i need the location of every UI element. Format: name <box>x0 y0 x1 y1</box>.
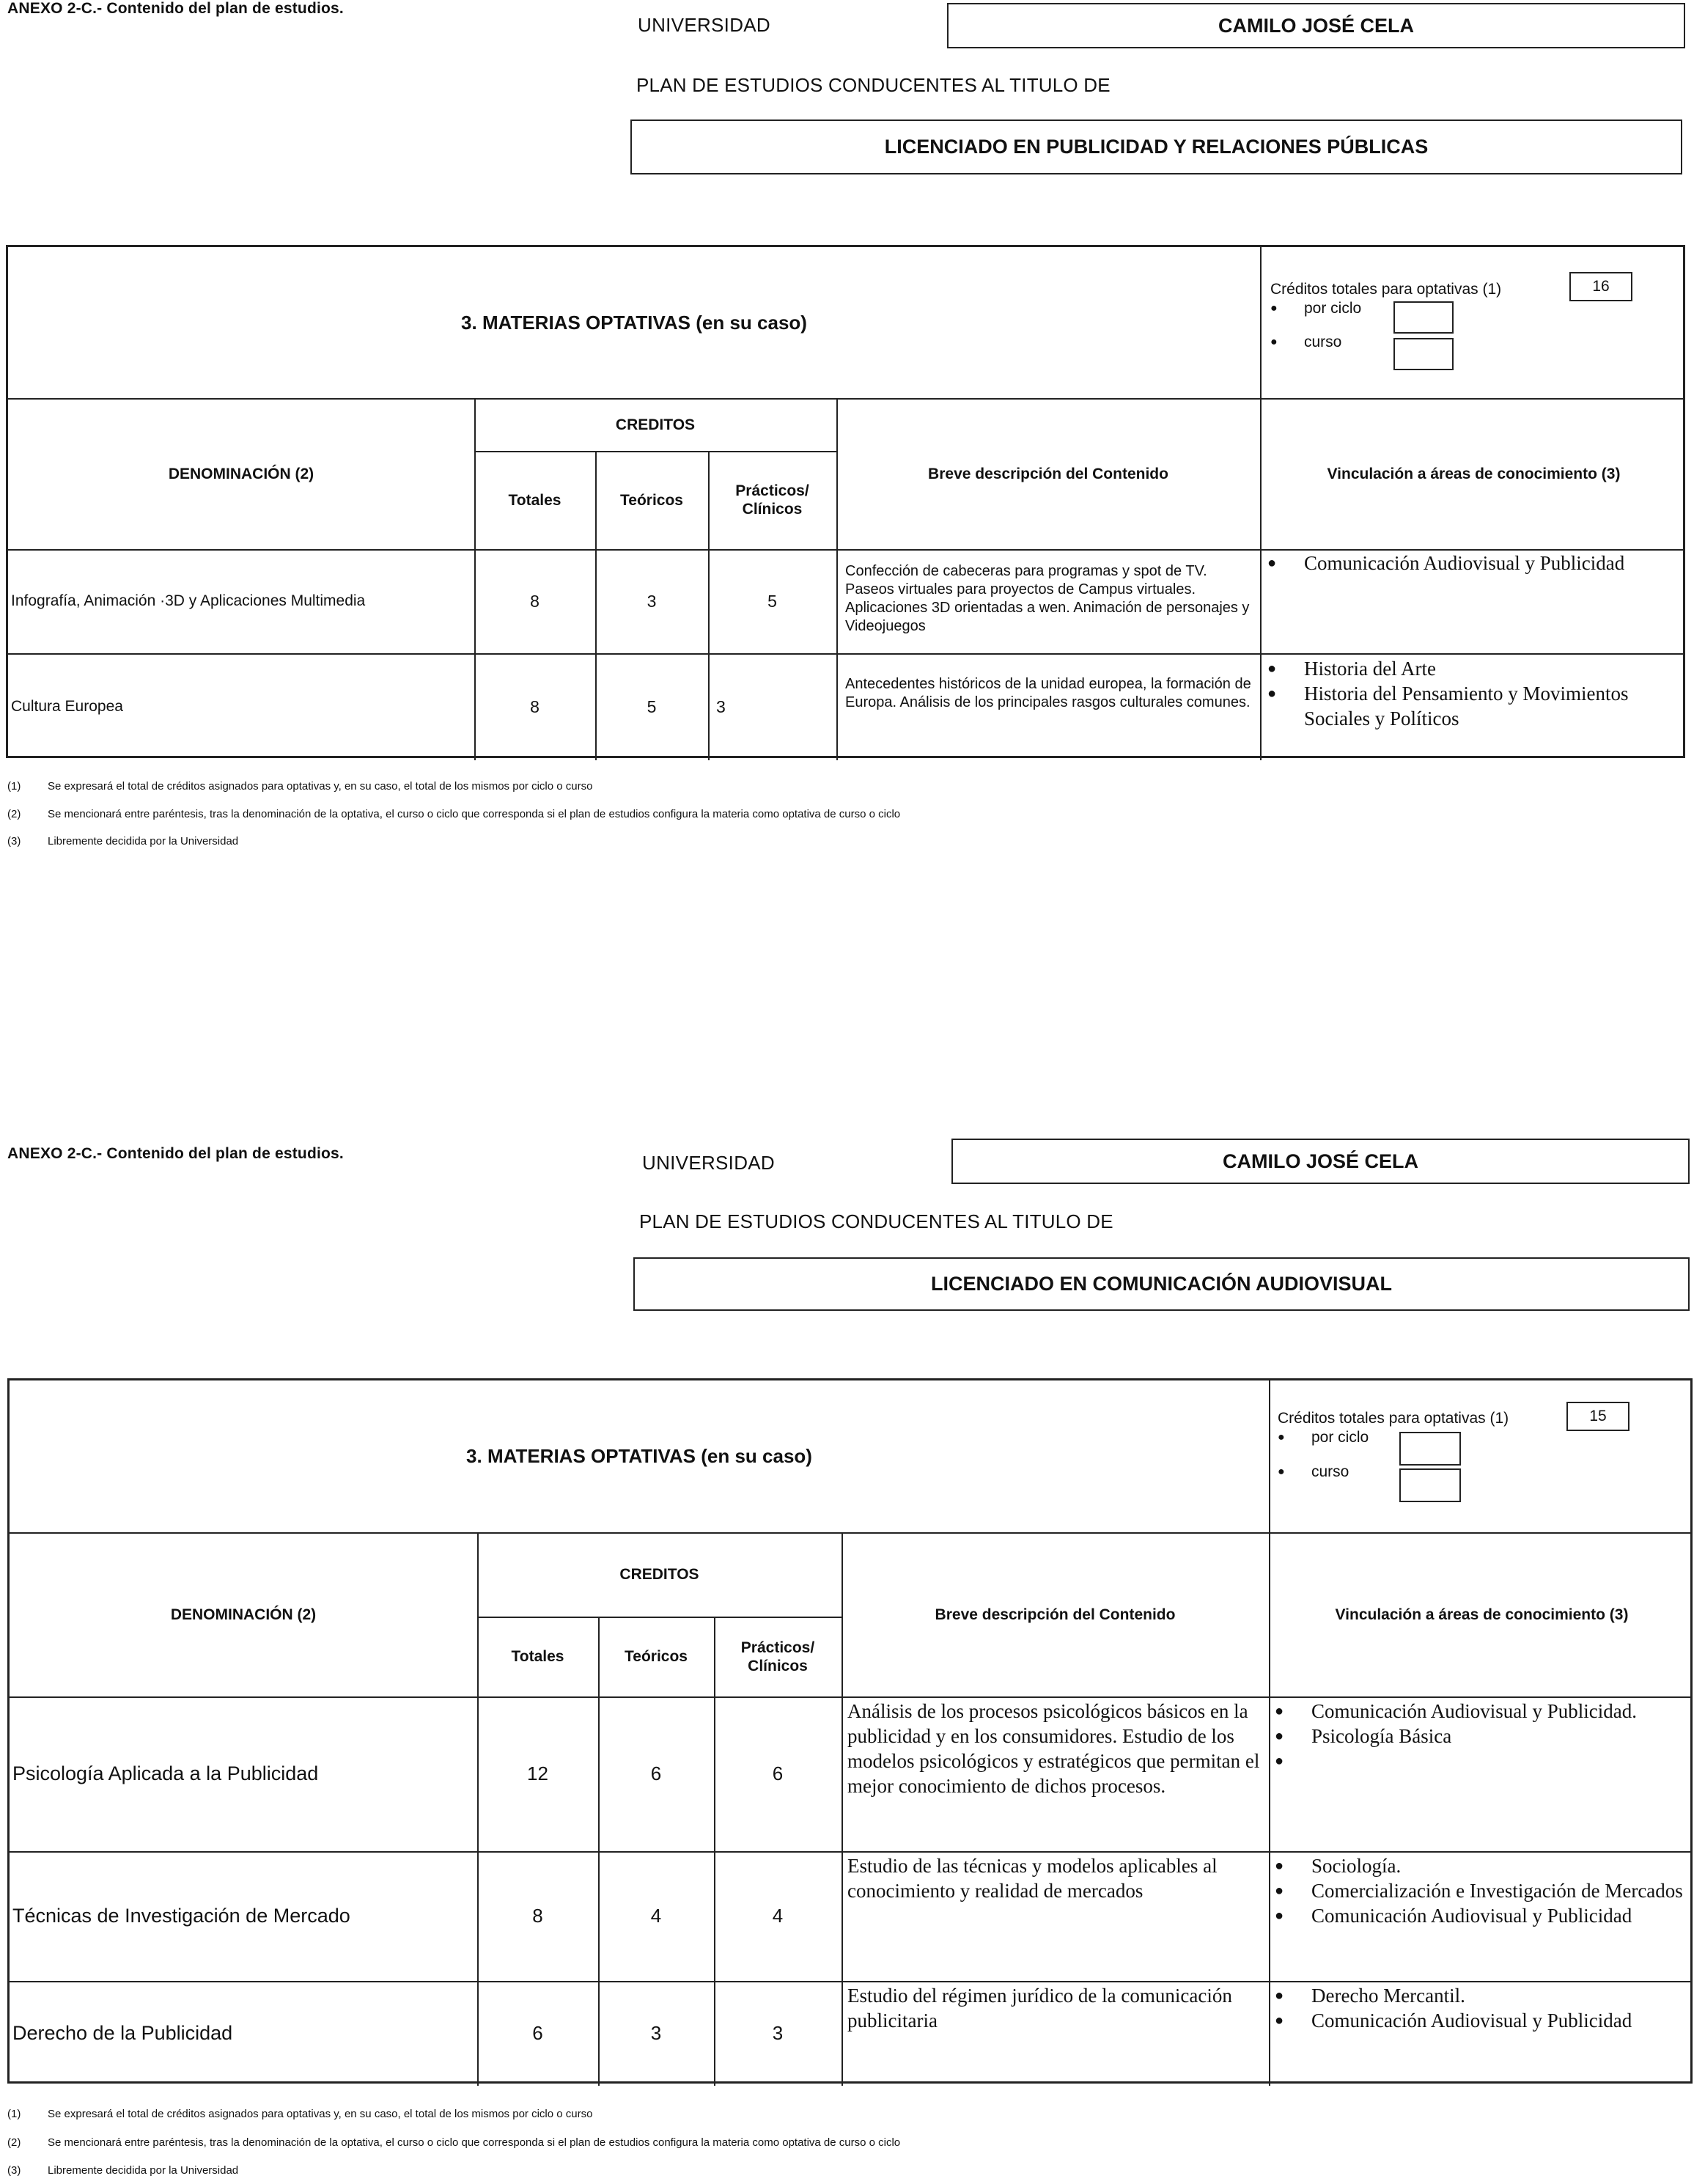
por-ciclo-box <box>1393 301 1454 334</box>
area-item: ● Historia del Pensamiento y Movimientos Sociales y Políticos <box>1267 683 1629 729</box>
footnote: (2) Se mencionará entre paréntesis, tras la denominación de la optativa, el curso o ciclo que corresponda si el plan de estudios configura la materia como optativa de curso o ciclo <box>7 2136 901 2149</box>
por-ciclo-box <box>1399 1432 1461 1466</box>
header-denominacion: DENOMINACIÓN (2) <box>170 1606 317 1623</box>
footnote: (1) Se expresará el total de créditos asignados para optativas y, en su caso, el total de los mismos por ciclo o curso <box>7 780 593 793</box>
row-totales: 8 <box>530 591 539 611</box>
row-teoricos: 5 <box>647 696 657 716</box>
row-areas <box>1275 1983 1694 2033</box>
universidad-name-box <box>951 1139 1690 1184</box>
row-name: Psicología Aplicada a la Publicidad <box>12 1762 319 1784</box>
creditos-totales-value: 15 <box>1589 1408 1607 1424</box>
bullet-icon: ● <box>1267 555 1277 571</box>
bullet-icon: ● <box>1270 336 1278 348</box>
creditos-totales-value: 16 <box>1592 278 1610 295</box>
titulo-box <box>630 120 1682 174</box>
area-item: ● Comunicación Audiovisual y Publicidad <box>1275 2010 1632 2032</box>
row-descripcion: Estudio del régimen jurídico de la comunicación publicitaria <box>847 1985 1232 2032</box>
header-practicos: Prácticos/ Clínicos <box>740 1639 815 1674</box>
row-practicos: 3 <box>716 696 726 716</box>
curso-label: curso <box>1311 1463 1349 1480</box>
bullet-icon: ● <box>1275 1728 1284 1744</box>
por-ciclo-row <box>1278 1429 1369 1446</box>
header-creditos: CREDITOS <box>615 416 696 433</box>
row-teoricos: 6 <box>650 1762 662 1784</box>
bullet-icon: ● <box>1275 1908 1284 1924</box>
bullet-icon: ● <box>1267 661 1277 677</box>
row-name: Infografía, Animación ·3D y Aplicaciones Multimedia <box>11 592 366 609</box>
table-title: 3. MATERIAS OPTATIVAS (en su caso) <box>466 1445 812 1467</box>
bullet-icon: ● <box>1275 1753 1284 1769</box>
header-vinculacion: Vinculación a áreas de conocimiento (3) <box>1335 1606 1629 1623</box>
curso-box <box>1399 1468 1461 1502</box>
bullet-icon: ● <box>1275 1988 1284 2004</box>
titulo: LICENCIADO EN PUBLICIDAD Y RELACIONES PÚBLICAS <box>884 136 1429 158</box>
universidad-name-box <box>947 3 1685 48</box>
row-totales: 12 <box>527 1762 548 1784</box>
header-creditos: CREDITOS <box>619 1566 699 1583</box>
area-item: ● Comunicación Audiovisual y Publicidad. <box>1275 1700 1637 1722</box>
row-practicos: 6 <box>772 1762 784 1784</box>
footnote: (2) Se mencionará entre paréntesis, tras la denominación de la optativa, el curso o ciclo que corresponda si el plan de estudios configura la materia como optativa de curso o ciclo <box>7 808 901 820</box>
universidad-name: CAMILO JOSÉ CELA <box>1218 14 1415 37</box>
area-item: ● Psicología Básica <box>1275 1725 1452 1747</box>
bullet-icon: ● <box>1267 685 1277 702</box>
header-teoricos: Teóricos <box>620 491 683 509</box>
row-name: Derecho de la Publicidad <box>12 2022 233 2044</box>
row-descripcion: Confección de cabeceras para programas y spot de TV. Paseos virtuales para proyectos de Campus virtuales. Aplicaciones 3D orientadas a wen. Animación de personajes y Videojuegos <box>845 563 1250 634</box>
header-totales: Totales <box>511 1648 564 1665</box>
area-item: ● Comunicación Audiovisual y Publicidad <box>1275 1905 1632 1927</box>
plan-label: PLAN DE ESTUDIOS CONDUCENTES AL TITULO DE <box>636 74 1111 96</box>
header-descripcion: Breve descripción del Contenido <box>928 465 1168 482</box>
area-item: ● Historia del Arte <box>1267 658 1436 680</box>
footnote: (1) Se expresará el total de créditos asignados para optativas y, en su caso, el total de los mismos por ciclo o curso <box>7 2108 593 2120</box>
creditos-totales-box <box>1566 1402 1629 1431</box>
row-totales: 8 <box>530 696 539 716</box>
annex-heading: ANEXO 2-C.- Contenido del plan de estudios. <box>7 0 344 17</box>
bullet-icon: ● <box>1275 1883 1284 1899</box>
row-name: Técnicas de Investigación de Mercado <box>12 1905 350 1927</box>
row-teoricos: 3 <box>647 591 657 611</box>
area-item: ● Derecho Mercantil. <box>1275 1985 1465 2007</box>
plan-label: PLAN DE ESTUDIOS CONDUCENTES AL TITULO DE <box>639 1210 1113 1232</box>
row-areas <box>1275 1853 1694 1928</box>
row-descripcion: Antecedentes históricos de la unidad europea, la formación de Europa. Análisis de los principales rasgos culturales comunes. <box>845 676 1251 710</box>
row-teoricos: 3 <box>650 2022 662 2044</box>
bullet-icon: ● <box>1278 1466 1285 1478</box>
row-totales: 6 <box>532 2022 543 2044</box>
footnote: (3) Libremente decidida por la Universidad <box>7 835 239 848</box>
curso-row <box>1270 334 1341 351</box>
creditos-totales-box <box>1569 272 1632 301</box>
area-item: ● Comercialización e Investigación de Mercados <box>1275 1880 1683 1902</box>
table-title: 3. MATERIAS OPTATIVAS (en su caso) <box>461 311 807 334</box>
bullet-icon: ● <box>1270 302 1278 315</box>
area-item <box>1275 1749 1694 1773</box>
row-practicos: 4 <box>772 1905 784 1927</box>
optativas-table <box>6 245 1685 758</box>
por-ciclo-row <box>1270 300 1361 317</box>
titulo-box <box>633 1257 1690 1311</box>
bullet-icon: ● <box>1278 1431 1285 1444</box>
row-descripcion: Estudio de las técnicas y modelos aplicables al conocimiento y realidad de mercados <box>847 1855 1218 1902</box>
creditos-totales-label: Créditos totales para optativas (1) <box>1278 1410 1509 1427</box>
row-areas <box>1275 1699 1694 1773</box>
titulo: LICENCIADO EN COMUNICACIÓN AUDIOVISUAL <box>930 1273 1392 1295</box>
bullet-icon: ● <box>1275 1858 1284 1874</box>
curso-row <box>1278 1463 1349 1481</box>
row-areas <box>1267 551 1685 576</box>
bullet-icon: ● <box>1275 2012 1284 2029</box>
annex-heading: ANEXO 2-C.- Contenido del plan de estudios. <box>7 1145 344 1162</box>
header-practicos: Prácticos/ Clínicos <box>735 482 809 518</box>
header-teoricos: Teóricos <box>625 1648 688 1665</box>
universidad-name: CAMILO JOSÉ CELA <box>1222 1150 1419 1172</box>
area-item: ● Comunicación Audiovisual y Publicidad <box>1267 552 1625 574</box>
curso-box <box>1393 338 1454 370</box>
creditos-totales-label: Créditos totales para optativas (1) <box>1270 281 1502 298</box>
por-ciclo-label: por ciclo <box>1311 1429 1369 1446</box>
row-descripcion: Análisis de los procesos psicológicos básicos en la publicidad y en los consumidores. Estudio de los modelos psicológicos y estratégicos que permitan el mejor conocimiento de dichos procesos. <box>847 1700 1260 1797</box>
area-item: ● Sociología. <box>1275 1855 1402 1877</box>
optativas-table <box>7 1378 1693 2084</box>
row-teoricos: 4 <box>650 1905 662 1927</box>
header-totales: Totales <box>508 491 561 509</box>
header-descripcion: Breve descripción del Contenido <box>935 1606 1176 1623</box>
header-vinculacion: Vinculación a áreas de conocimiento (3) <box>1327 465 1621 482</box>
footnote: (3) Libremente decidida por la Universidad <box>7 2164 239 2177</box>
row-practicos: 5 <box>767 591 777 611</box>
row-totales: 8 <box>532 1905 543 1927</box>
por-ciclo-label: por ciclo <box>1304 300 1362 317</box>
row-practicos: 3 <box>772 2022 784 2044</box>
row-name: Cultura Europea <box>11 698 123 715</box>
universidad-label: UNIVERSIDAD <box>638 14 770 36</box>
header-denominacion: DENOMINACIÓN (2) <box>168 465 314 482</box>
curso-label: curso <box>1304 334 1342 350</box>
bullet-icon: ● <box>1275 1703 1284 1719</box>
universidad-label: UNIVERSIDAD <box>642 1152 775 1174</box>
row-areas <box>1267 656 1685 731</box>
